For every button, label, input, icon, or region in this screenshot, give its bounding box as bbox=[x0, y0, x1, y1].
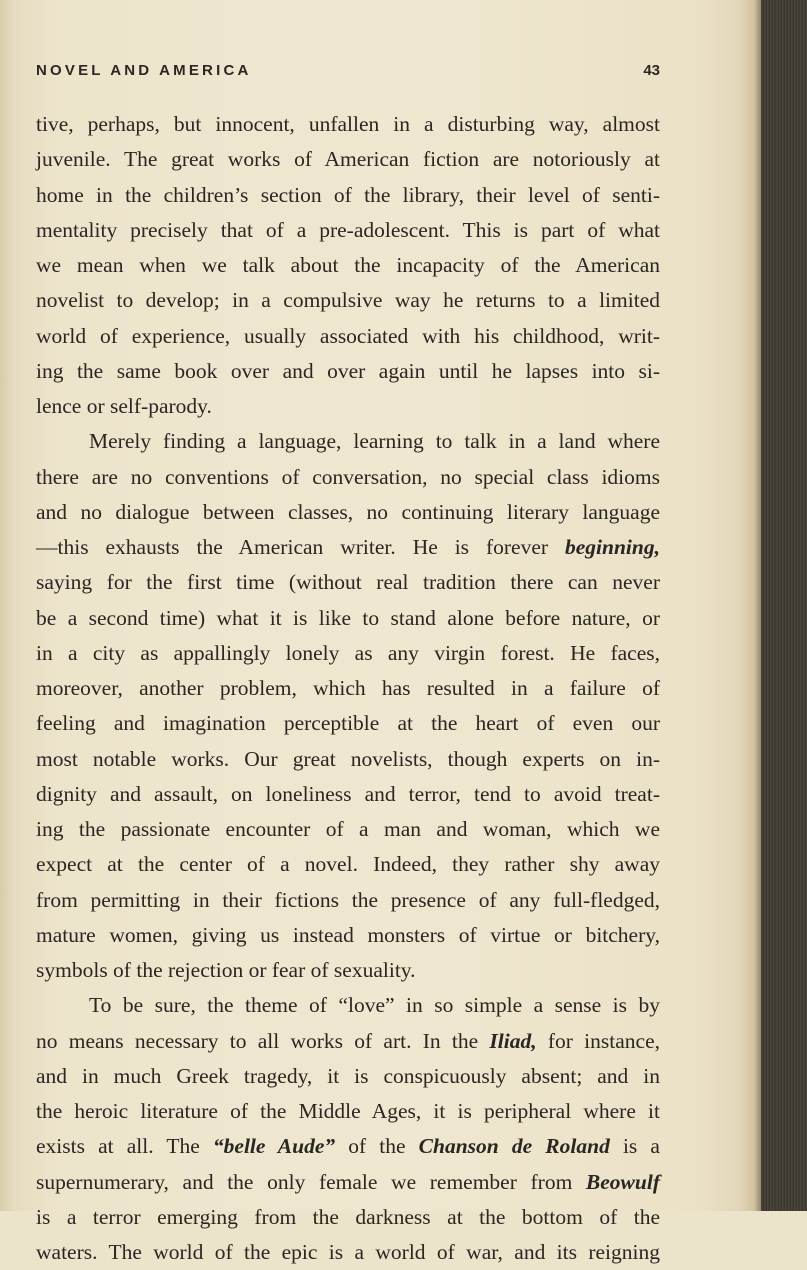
text-line bbox=[36, 1235, 660, 1270]
text-line bbox=[36, 460, 660, 495]
text-line bbox=[36, 883, 660, 918]
text-segment: of the bbox=[335, 1134, 419, 1159]
running-head: NOVEL AND AMERICA bbox=[36, 62, 252, 79]
text-line bbox=[36, 777, 660, 812]
text-line bbox=[36, 1094, 660, 1129]
text-segment: is a bbox=[609, 1134, 660, 1159]
text-segment: saying for the first time (without real tradition there can never bbox=[36, 570, 660, 595]
text-line bbox=[36, 424, 660, 459]
text-segment: and in much Greek tragedy, it is conspicuously absent; and in bbox=[36, 1063, 660, 1088]
page-number: 43 bbox=[643, 62, 660, 79]
italic-text: Iliad, bbox=[489, 1028, 537, 1053]
text-line bbox=[36, 389, 660, 424]
text-line bbox=[36, 354, 660, 389]
text-segment: To be sure, the theme of “love” in so simple a sense is by bbox=[89, 993, 660, 1018]
text-line bbox=[36, 283, 660, 318]
italic-text: beginning, bbox=[565, 535, 660, 559]
page-header bbox=[36, 62, 660, 90]
text-line bbox=[36, 742, 660, 777]
text-line bbox=[36, 213, 660, 248]
text-segment: most notable works. Our great novelists, though experts on in- bbox=[36, 746, 660, 771]
text-segment: feeling and imagination perceptible at the heart of even our bbox=[36, 711, 660, 736]
text-line bbox=[36, 812, 660, 847]
text-segment: lence or self-parody. bbox=[36, 394, 212, 418]
text-line bbox=[36, 248, 660, 283]
text-line bbox=[36, 1059, 660, 1094]
text-line bbox=[36, 636, 660, 671]
text-segment: moreover, another problem, which has resulted in a failure of bbox=[36, 676, 660, 700]
text-segment: and no dialogue between classes, no continuing literary language bbox=[36, 499, 660, 524]
text-segment: ing the same book over and over again until he lapses into si- bbox=[36, 358, 660, 383]
text-segment: novelist to develop; in a compulsive way he returns to a limited bbox=[36, 288, 660, 313]
text-line bbox=[36, 1129, 660, 1164]
text-line bbox=[36, 530, 660, 565]
text-line bbox=[36, 495, 660, 530]
text-segment: be a second time) what it is like to stand alone before nature, or bbox=[36, 605, 660, 630]
italic-text: Chanson de Roland bbox=[418, 1134, 610, 1159]
text-segment: the heroic literature of the Middle Ages, it is peripheral where it bbox=[36, 1099, 660, 1123]
body-text bbox=[36, 107, 660, 1270]
text-line bbox=[36, 706, 660, 741]
text-segment: is a terror emerging from the darkness at the bottom of the bbox=[36, 1204, 660, 1229]
italic-text: “belle Aude” bbox=[212, 1134, 336, 1159]
text-line bbox=[36, 918, 660, 953]
text-line bbox=[36, 1024, 660, 1059]
text-segment: there are no conventions of conversation, no special class idioms bbox=[36, 464, 660, 489]
text-line bbox=[36, 142, 660, 177]
text-segment: tive, perhaps, but innocent, unfallen in a disturbing way, almost bbox=[36, 112, 660, 136]
text-segment: —this exhausts the American writer. He is forever bbox=[36, 535, 565, 559]
text-segment: in a city as appallingly lonely as any virgin forest. He faces, bbox=[36, 640, 660, 665]
text-segment: mature women, giving us instead monsters of virtue or bitchery, bbox=[36, 922, 660, 947]
text-line bbox=[36, 988, 660, 1023]
text-segment: no means necessary to all works of art. In the bbox=[36, 1028, 490, 1053]
text-segment: for instance, bbox=[536, 1028, 660, 1053]
italic-text: Beowulf bbox=[585, 1169, 660, 1194]
text-segment: waters. The world of the epic is a world of war, and its reigning bbox=[36, 1240, 660, 1264]
book-fore-edge bbox=[761, 0, 807, 1211]
text-segment: dignity and assault, on loneliness and terror, tend to avoid treat- bbox=[36, 781, 660, 806]
text-line bbox=[36, 1165, 660, 1200]
text-segment: ing the passionate encounter of a man and woman, which we bbox=[36, 817, 660, 841]
text-segment: from permitting in their fictions the presence of any full-fledged, bbox=[36, 887, 660, 912]
text-line bbox=[36, 107, 660, 142]
text-line bbox=[36, 178, 660, 213]
text-segment: symbols of the rejection or fear of sexuality. bbox=[36, 958, 416, 982]
text-line bbox=[36, 671, 660, 706]
text-line bbox=[36, 1200, 660, 1235]
text-segment: exists at all. The bbox=[36, 1134, 213, 1159]
text-segment: we mean when we talk about the incapacity of the American bbox=[36, 253, 660, 277]
text-segment: juvenile. The great works of American fiction are notoriously at bbox=[36, 147, 660, 172]
text-line bbox=[36, 847, 660, 882]
text-line bbox=[36, 565, 660, 600]
text-segment: world of experience, usually associated with his childhood, writ- bbox=[36, 323, 660, 348]
text-line bbox=[36, 319, 660, 354]
text-segment: mentality precisely that of a pre-adolescent. This is part of what bbox=[36, 217, 660, 242]
text-line bbox=[36, 601, 660, 636]
text-segment: expect at the center of a novel. Indeed, they rather shy away bbox=[36, 852, 660, 877]
text-segment: Merely finding a language, learning to talk in a land where bbox=[89, 429, 660, 454]
text-segment: home in the children’s section of the library, their level of senti- bbox=[36, 182, 660, 207]
text-segment: supernumerary, and the only female we remember from bbox=[36, 1169, 586, 1194]
text-line bbox=[36, 953, 660, 988]
